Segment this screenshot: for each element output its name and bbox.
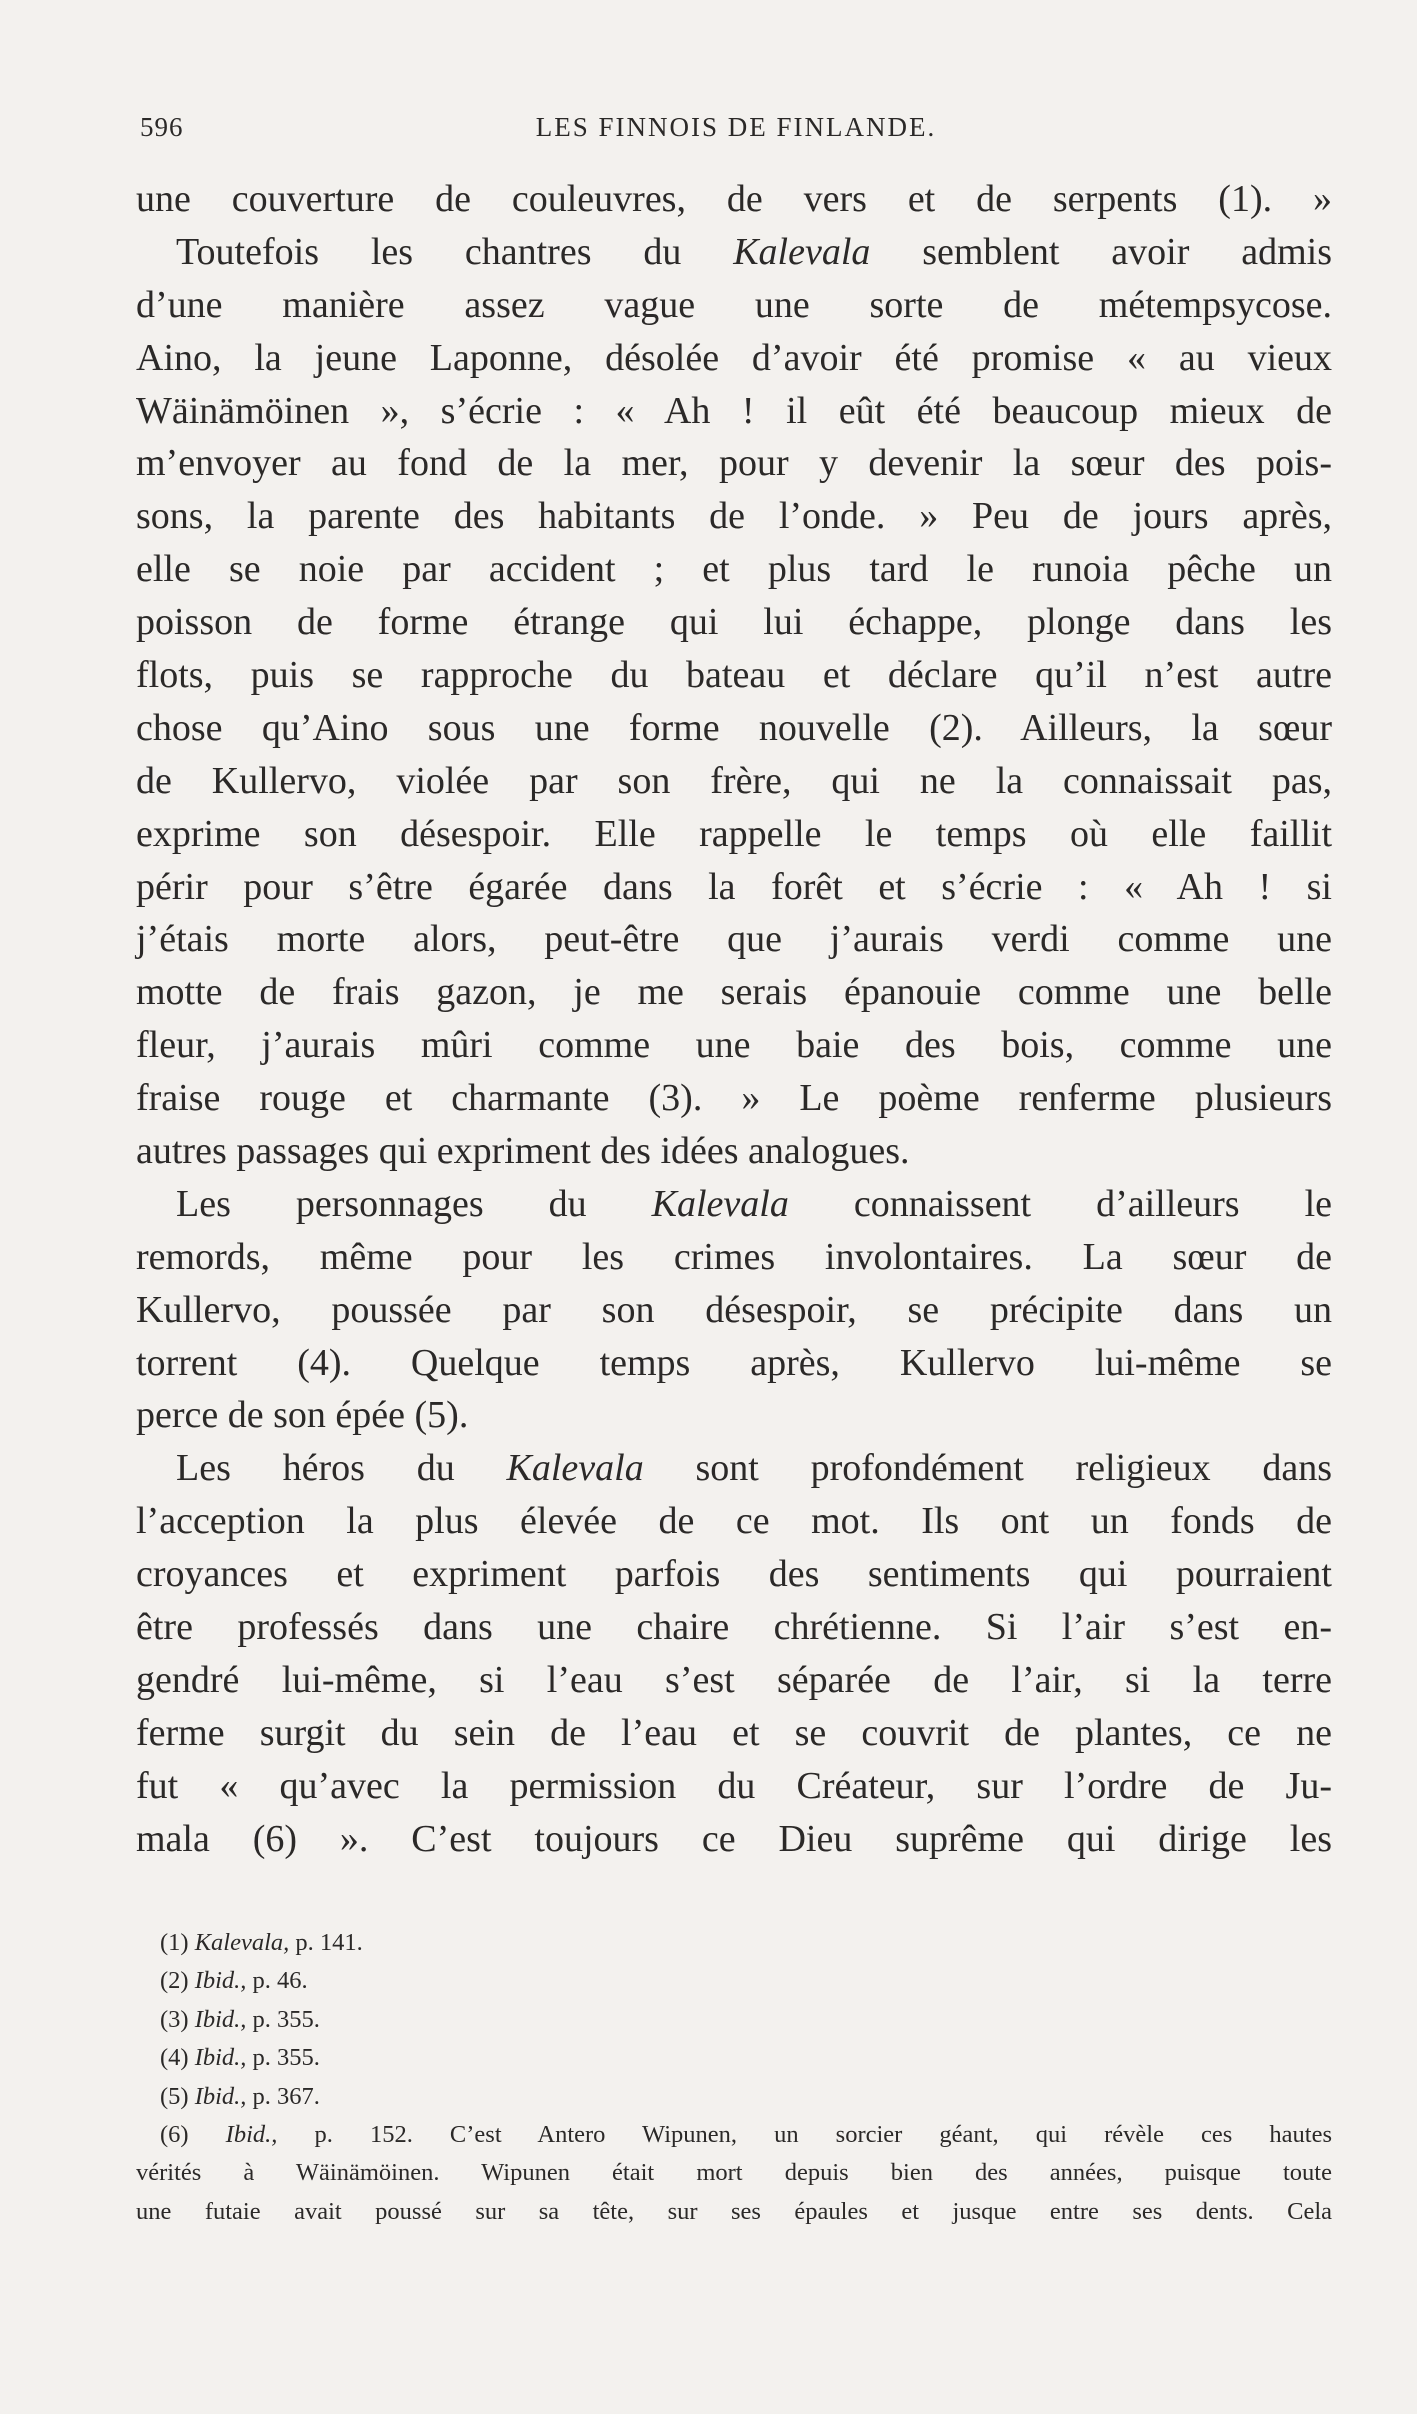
text-line: sons, la parente des habitants de l’onde. » Peu de jours après, [136, 495, 1332, 538]
text-line: flots, puis se rapproche du bateau et déclare qu’il n’est autre [136, 654, 1332, 697]
running-title: LES FINNOIS DE FINLANDE. [535, 112, 937, 142]
text-line: gendré lui-même, si l’eau s’est séparée de l’air, si la terre [136, 1658, 1332, 1701]
text-line: d’une manière assez vague une sorte de métempsycose. [136, 283, 1332, 326]
text-line: une couverture de couleuvres, de vers et de serpents (1). » [136, 178, 1332, 220]
text-line: autres passages qui expriment des idées analogues. [136, 1130, 910, 1173]
page-number: 596 [140, 112, 184, 142]
footnote-continuation: une futaie avait poussé sur sa tête, sur ses épaules et jusque entre ses dents. Cela [136, 2197, 1332, 2225]
text-line: remords, même pour les crimes involontaires. La sœur de [136, 1235, 1332, 1278]
footnote: (5) Ibid., p. 367. [160, 2082, 320, 2110]
footnote-continuation: vérités à Wäinämöinen. Wipunen était mort depuis bien des années, puisque toute [136, 2159, 1332, 2187]
text-line: croyances et expriment parfois des sentiments qui pourraient [136, 1553, 1332, 1596]
italic-title: Kalevala [506, 1447, 644, 1490]
footnote: (6) Ibid., p. 152. C’est Antero Wipunen, un sorcier géant, qui révèle ces hautes [160, 2120, 1332, 2148]
text-line: torrent (4). Quelque temps après, Kullervo lui-même se [136, 1341, 1332, 1384]
text-line: Wäinämöinen », s’écrie : « Ah ! il eût été beaucoup mieux de [136, 389, 1332, 432]
text-line: Kullervo, poussée par son désespoir, se précipite dans un [136, 1288, 1332, 1331]
text-line: de Kullervo, violée par son frère, qui ne la connaissait pas, [136, 759, 1332, 802]
text-line: elle se noie par accident ; et plus tard le runoia pêche un [136, 548, 1332, 591]
text-line: chose qu’Aino sous une forme nouvelle (2). Ailleurs, la sœur [136, 706, 1332, 749]
text-line: Les personnages du Kalevala connaissent d’ailleurs le [176, 1182, 1332, 1225]
text-line: ferme surgit du sein de l’eau et se couvrit de plantes, ce ne [136, 1711, 1332, 1754]
text-line: Aino, la jeune Laponne, désolée d’avoir été promise « au vieux [136, 336, 1332, 379]
text-line: fleur, j’aurais mûri comme une baie des bois, comme une [136, 1024, 1332, 1067]
footnote: (4) Ibid., p. 355. [160, 2044, 320, 2072]
text-line: fraise rouge et charmante (3). » Le poème renferme plusieurs [136, 1077, 1332, 1120]
text-line: j’étais morte alors, peut-être que j’aurais verdi comme une [136, 918, 1332, 961]
text-line: l’acception la plus élevée de ce mot. Ils ont un fonds de [136, 1500, 1332, 1543]
text-line: exprime son désespoir. Elle rappelle le temps où elle faillit [136, 812, 1332, 855]
footnote: (3) Ibid., p. 355. [160, 2005, 320, 2033]
footnote: (2) Ibid., p. 46. [160, 1967, 308, 1995]
text-line: Toutefois les chantres du Kalevala semblent avoir admis [176, 230, 1332, 273]
text-line: être professés dans une chaire chrétienne. Si l’air s’est en- [136, 1606, 1332, 1649]
body-text [136, 173, 1332, 1866]
text-line: mala (6) ». C’est toujours ce Dieu suprême qui dirige les [136, 1817, 1332, 1860]
italic-title: Kalevala [651, 1182, 789, 1225]
text-line: Les héros du Kalevala sont profondément religieux dans [176, 1447, 1332, 1490]
page-header [140, 112, 1332, 152]
footnotes [136, 1924, 1332, 2231]
text-line: perce de son épée (5). [136, 1394, 469, 1437]
text-line: poisson de forme étrange qui lui échappe, plonge dans les [136, 601, 1332, 644]
text-line: m’envoyer au fond de la mer, pour y devenir la sœur des pois- [136, 442, 1332, 485]
text-line: motte de frais gazon, je me serais épanouie comme une belle [136, 971, 1332, 1014]
italic-title: Kalevala [733, 230, 871, 273]
text-line: périr pour s’être égarée dans la forêt et s’écrie : « Ah ! si [136, 865, 1332, 908]
text-line: fut « qu’avec la permission du Créateur, sur l’ordre de Ju- [136, 1764, 1332, 1807]
footnote: (1) Kalevala, p. 141. [160, 1929, 363, 1956]
